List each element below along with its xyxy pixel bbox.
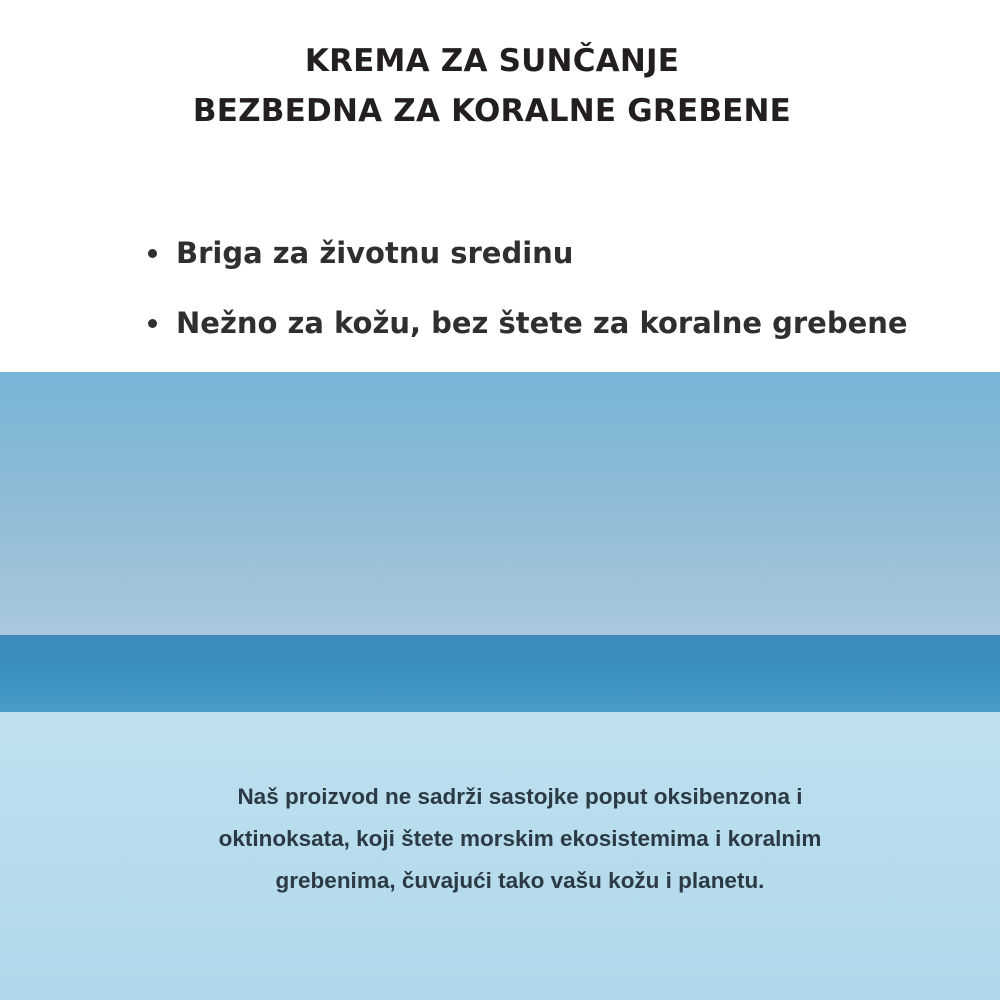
feature-list: [146, 218, 908, 358]
title-line-1: KREMA ZA SUNČANJE: [304, 43, 680, 79]
feature-item-gentle: [146, 288, 908, 358]
bullet-dot-icon: [148, 319, 157, 328]
title-line-2: BEZBEDNA ZA KORALNE GREBENE: [192, 93, 792, 129]
deep-water-band: [0, 637, 1000, 712]
page-title: [0, 36, 984, 136]
feature-item-label: Briga za životnu sredinu: [176, 236, 574, 270]
description-text: [140, 776, 900, 902]
feature-item-environment: [146, 218, 908, 288]
description-line-3: grebenima, čuvajući tako vašu kožu i planetu.: [275, 868, 765, 893]
sea-background-image: [0, 372, 1000, 1000]
feature-item-label: Nežno za kožu, bez štete za koralne grebene: [176, 306, 908, 340]
bullet-dot-icon: [148, 249, 157, 258]
description-block: [0, 776, 1000, 902]
description-line-2: oktinoksata, koji štete morskim ekosistemima i koralnim: [218, 826, 822, 851]
header-section: [0, 0, 1000, 372]
description-line-1: Naš proizvod ne sadrži sastojke poput oksibenzona i: [237, 784, 803, 809]
sky-area: [0, 372, 1000, 635]
